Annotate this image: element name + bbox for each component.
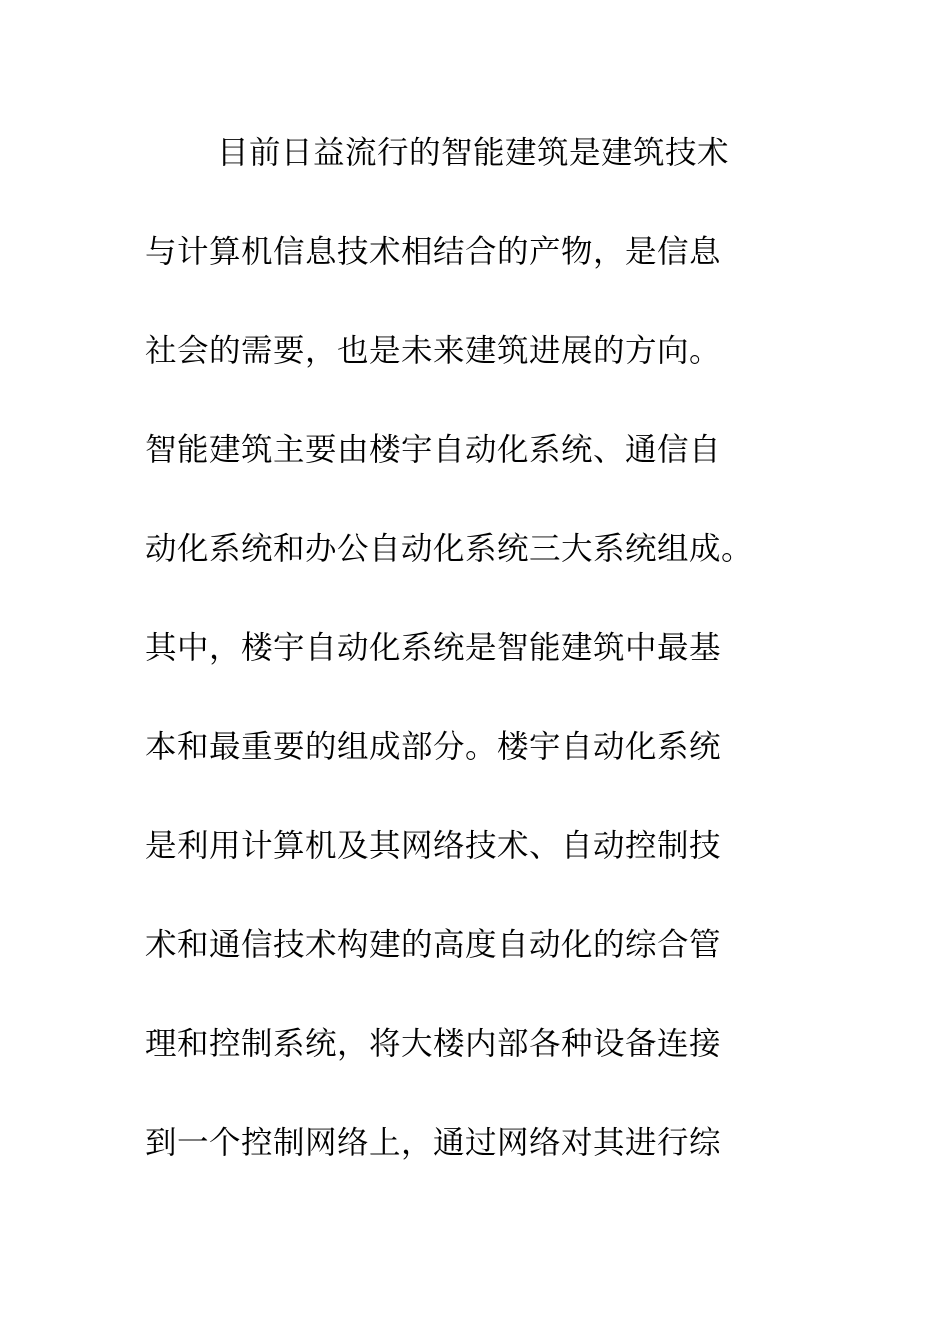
text-line-11: 到一个控制网络上，通过网络对其进行综 (145, 1125, 722, 1161)
text-line-10: 理和控制系统，将大楼内部各种设备连接 (145, 1026, 722, 1062)
text-line-9: 术和通信技术构建的高度自动化的综合管 (145, 927, 722, 963)
text-line-4: 智能建筑主要由楼宇自动化系统、通信自 (145, 432, 722, 468)
text-line-2: 与计算机信息技术相结合的产物，是信息 (145, 234, 722, 270)
body-paragraph (145, 128, 805, 1217)
text-line-5: 动化系统和办公自动化系统三大系统组成。 (145, 531, 754, 567)
text-line-8: 是利用计算机及其网络技术、自动控制技 (145, 828, 722, 864)
text-line-1: 目前日益流行的智能建筑是建筑技术 (217, 135, 730, 171)
text-line-3: 社会的需要，也是未来建筑进展的方向。 (145, 333, 722, 369)
text-line-6: 其中，楼宇自动化系统是智能建筑中最基 (145, 630, 722, 666)
text-line-7: 本和最重要的组成部分。楼宇自动化系统 (145, 729, 722, 765)
